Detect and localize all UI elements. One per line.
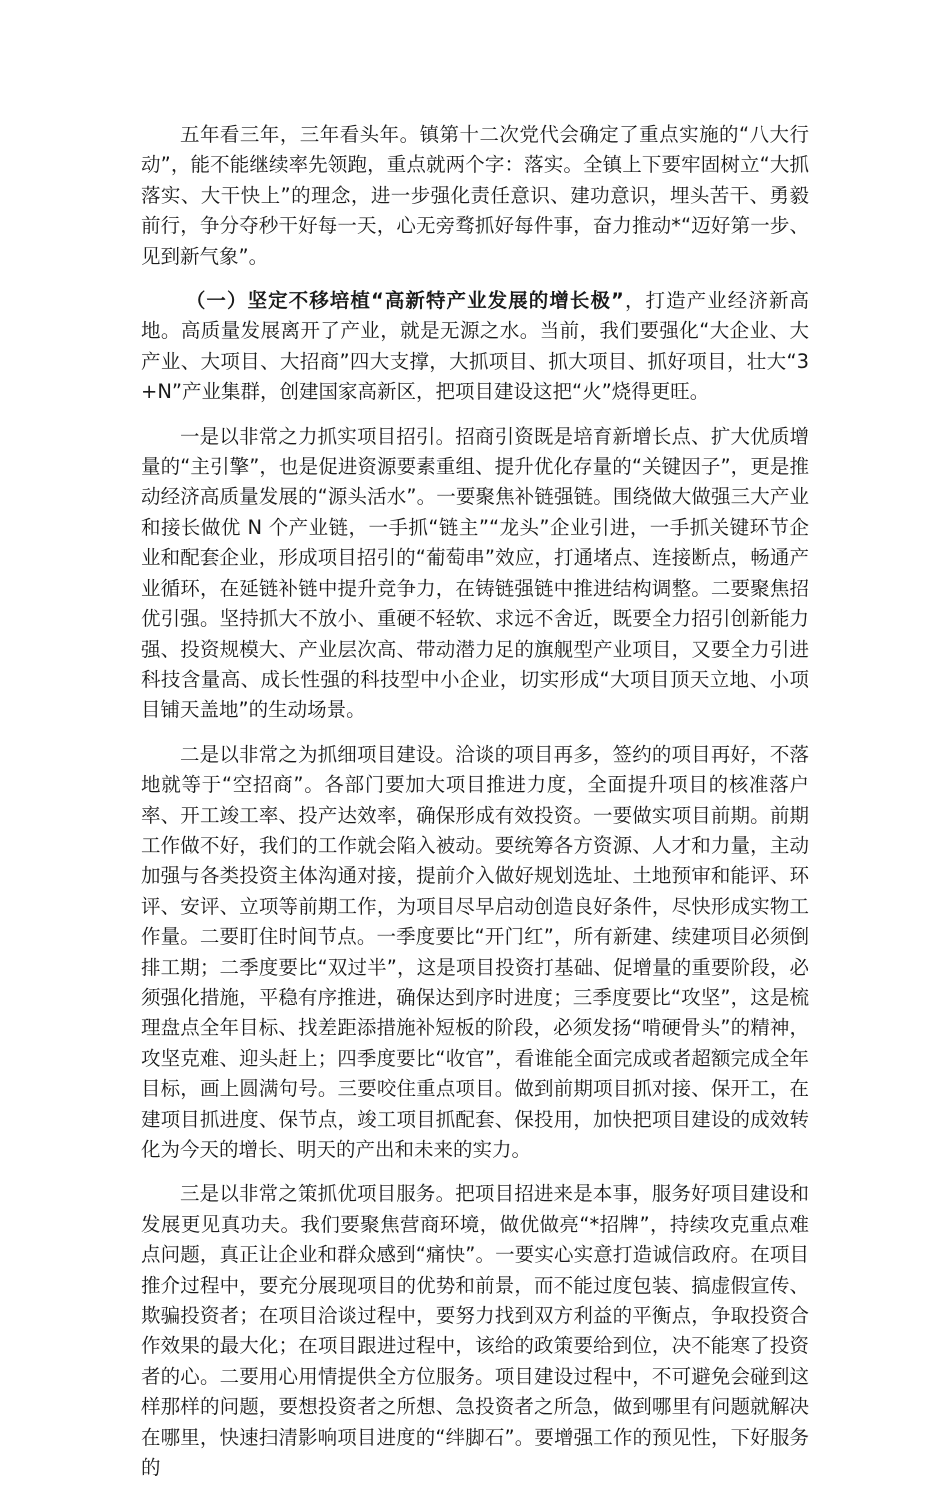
paragraph-section-one [141, 286, 809, 408]
document-body [141, 120, 809, 1497]
paragraph-point-one: 一是以非常之力抓实项目招引。招商引资既是培育新增长点、扩大优质增量的“主引擎”，也是促进资源要素重组、提升优化存量的“关键因子”，更是推动经济高质量发展的“源头活水”。一要聚焦补链强链。围绕做大做强三大产业和接长做优 N 个产业链，一手抓“链主”“龙头”企业引进，一手抓关键环节企业和配套企业，形成项目招引的“葡萄串”效应，打通堵点、连接断点，畅通产业循环，在延链补链中提升竞争力，在铸链强链中推进结构调整。二要聚焦招优引强。坚持抓大不放小、重硬不轻软、求远不舍近，既要全力招引创新能力强、投资规模大、产业层次高、带动潜力足的旗舰型产业项目，又要全力引进科技含量高、成长性强的科技型中小企业，切实形成“大项目顶天立地、小项目铺天盖地”的生动场景。 [141, 424, 809, 722]
paragraph-intro: 五年看三年，三年看头年。镇第十二次党代会确定了重点实施的“八大行动”，能不能继续率先领跑，重点就两个字：落实。全镇上下要牢固树立“大抓落实、大干快上”的理念，进一步强化责任意识、建功意识，埋头苦干、勇毅前行，争分夺秒干好每一天，心无旁骛抓好每件事，奋力推动*“迈好第一步、见到新气象”。 [141, 123, 809, 268]
paragraph-point-two: 二是以非常之为抓细项目建设。洽谈的项目再多，签约的项目再好，不落地就等于“空招商”。各部门要加大项目推进力度，全面提升项目的核准落户率、开工竣工率、投产达效率，确保形成有效投资。一要做实项目前期。前期工作做不好，我们的工作就会陷入被动。要统筹各方资源、人才和力量，主动加强与各类投资主体沟通对接，提前介入做好规划选址、土地预审和能评、环评、安评、立项等前期工作，为项目尽早启动创造良好条件，尽快形成实物工作量。二要盯住时间节点。一季度要比“开门红”，所有新建、续建项目必须倒排工期；二季度要比“双过半”，这是项目投资打基础、促增量的重要阶段，必须强化措施，平稳有序推进，确保达到序时进度；三季度要比“攻坚”，这是梳理盘点全年目标、找差距添措施补短板的阶段，必须发扬“啃硬骨头”的精神，攻坚克难、迎头赶上；四季度要比“收官”，看谁能全面完成或者超额完成全年目标，画上圆满句号。三要咬住重点项目。做到前期项目抓对接、保开工，在建项目抓进度、保节点，竣工项目抓配套、保投用，加快把项目建设的成效转化为今天的增长、明天的产出和未来的实力。 [141, 742, 809, 1161]
section-body: ，打造产业经济新高地。高质量发展离开了产业，就是无源之水。当前，我们要强化“大企业、大产业、大项目、大招商”四大支撑，大抓项目、抓大项目、抓好项目，壮大“3+N”产业集群，创建国家高新区，把项目建设这把“火”烧得更旺。 [141, 289, 809, 404]
section-heading: （一）坚定不移培植“高新特产业发展的增长极” [185, 289, 624, 313]
paragraph-point-three: 三是以非常之策抓优项目服务。把项目招进来是本事，服务好项目建设和发展更见真功夫。我们要聚焦营商环境，做优做亮“*招牌”，持续攻克重点难点问题，真正让企业和群众感到“痛快”。一要实心实意打造诚信政府。在项目推介过程中，要充分展现项目的优势和前景，而不能过度包装、搞虚假宣传、欺骗投资者；在项目洽谈过程中，要努力找到双方利益的平衡点，争取投资合作效果的最大化；在项目跟进过程中，该给的政策要给到位，决不能寒了投资者的心。二要用心用情提供全方位服务。项目建设过程中，不可避免会碰到这样那样的问题，要想投资者之所想、急投资者之所急，做到哪里有问题就解决在哪里，快速扫清影响项目进度的“绊脚石”。要增强工作的预见性，下好服务的 [141, 1182, 809, 1480]
